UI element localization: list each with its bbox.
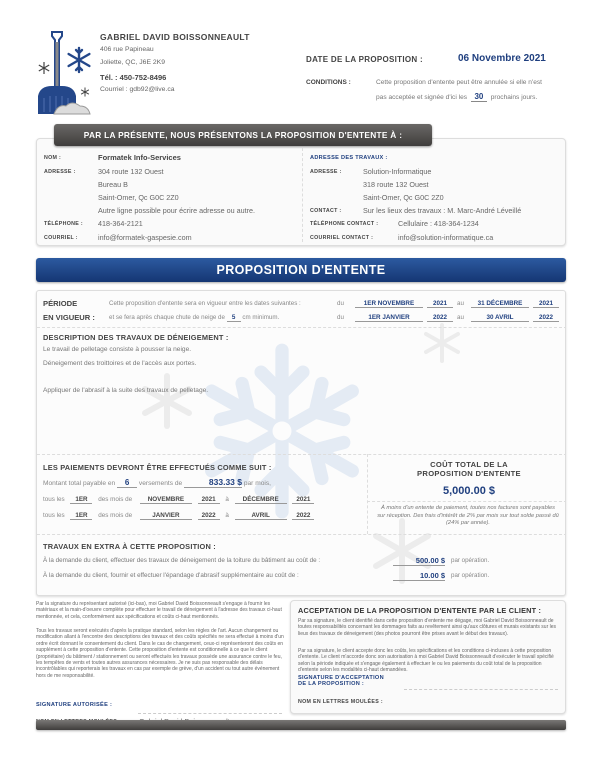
acceptance-printed-name-label: NOM EN LETTRES MOULÉES :: [298, 699, 383, 705]
extra-item-price[interactable]: 500.00 $: [393, 556, 445, 566]
worksite-email[interactable]: info@solution-informatique.ca: [398, 233, 494, 242]
acceptance-signature-label-line1: SIGNATURE D'ACCEPTATION: [298, 675, 384, 681]
company-address-line2: Joliette, QC, J6E 2K9: [100, 59, 165, 66]
snow-shovel-logo-icon: [34, 30, 104, 120]
company-name: GABRIEL DAVID BOISSONNEAULT: [100, 32, 250, 42]
client-name[interactable]: Formatek Info-Services: [98, 153, 181, 162]
conditions-text-post: prochains jours.: [490, 94, 538, 101]
au-label: au: [457, 314, 464, 321]
extra-item-unit: par opération.: [451, 572, 490, 579]
payments-text-mid: versements de: [138, 480, 183, 487]
date-label: DATE DE LA PROPOSITION :: [306, 55, 423, 64]
divider: [37, 534, 566, 535]
period-to-date[interactable]: 30 AVRIL: [471, 314, 529, 322]
worksite-contact-label: CONTACT :: [310, 208, 342, 214]
acceptance-title: ACCEPTATION DE LA PROPOSITION D'ENTENTE PAR LE CLIENT :: [298, 606, 542, 615]
total-cost-note: À moins d'un entente de paiement, toutes nos factures sont payables sur réception. Des frais d'intérêt de 2% par mois sur tout solde passé dû (24% par année).: [377, 505, 559, 526]
client-address-line[interactable]: Bureau B: [98, 180, 128, 189]
a-label: à: [225, 512, 229, 519]
snow-text-post: cm minimum.: [242, 314, 280, 321]
period-from-date[interactable]: 1ER NOVEMBRE: [355, 300, 423, 308]
snow-cm-field[interactable]: 5: [227, 314, 241, 322]
extra-item-text: À la demande du client, fournir et effectuer l'épandage d'abrasif supplémentaire au coût de :: [43, 572, 299, 579]
payment-to-year[interactable]: 2021: [292, 496, 314, 504]
description-title: DESCRIPTION DES TRAVAUX DE DÉNEIGEMENT :: [43, 333, 229, 342]
period-from-year[interactable]: 2021: [427, 300, 453, 308]
client-address-label: ADRESSE :: [44, 169, 76, 175]
legal-paragraph-2: Tous les travaux seront exécutés d'après la pratique standard, selon les règles de l'art. Aucun changement ou modification allant à l'encontre des descriptions des travaux et des coûts spécifiés ne sera effectué à moins d'un ordre écrit donnant le consentement du client. Dans le cas de changement, ceux-ci représenteront des coûts en supplément à cette proposition d'entente. Cette proposition d'entente est conditionnelle à ce que le client (propriétaire) du bâtiment / stationnement ou seront effectués les travaux possède une assurance contre le feu, les tempêtes de vents et toutes autres assurances nécessaires. Je ne suis pas responsable des délais incontrôlables qui reporterais les travaux en cas par exemple de grève, d'un accident ou tout autre événement hors de me responsabilité.: [36, 628, 284, 679]
company-phone: Tél. : 450-752-8496: [100, 73, 167, 82]
client-address-line[interactable]: Autre ligne possible pour écrire adresse ou autre.: [98, 206, 256, 215]
worksite-phone-label: TÉLÉPHONE CONTACT :: [310, 221, 379, 227]
extra-item-text: À la demande du client, effectuer des travaux de déneigement de la toiture du bâtiment au coût de :: [43, 557, 321, 564]
divider: [37, 454, 566, 455]
extras-title: TRAVAUX EN EXTRA À CETTE PROPOSITION :: [43, 542, 216, 551]
a-label: à: [225, 496, 229, 503]
client-phone-label: TÉLÉPHONE :: [44, 221, 83, 227]
period-from-date[interactable]: 1ER JANVIER: [355, 314, 423, 322]
acceptance-signature-line[interactable]: [404, 689, 558, 690]
payment-to-year[interactable]: 2022: [292, 512, 314, 520]
total-cost-title-line2: PROPOSITION D'ENTENTE: [417, 469, 521, 478]
snow-condition-text: [109, 314, 279, 322]
worksite-phone[interactable]: Cellulaire : 418-364-1234: [398, 219, 479, 228]
client-email[interactable]: info@formatek-gaspesie.com: [98, 233, 192, 242]
client-name-label: NOM :: [44, 155, 62, 161]
client-divider: [302, 148, 303, 242]
periode-text: Cette proposition d'entente sera en vigueur entre les dates suivantes :: [109, 300, 301, 307]
description-line[interactable]: Appliquer de l'abrasif à la suite des travaux de pelletage.: [43, 387, 209, 394]
worksite-address-line[interactable]: 318 route 132 Ouest: [363, 180, 429, 189]
periode-label: PÉRIODE: [43, 299, 78, 308]
worksite-contact[interactable]: Sur les lieux des travaux : M. Marc-André Léveillé: [363, 206, 522, 215]
payment-from-month[interactable]: NOVEMBRE: [140, 496, 192, 504]
extra-item-price[interactable]: 10.00 $: [393, 571, 445, 581]
payment-day-field[interactable]: 1ER: [70, 496, 92, 504]
tous-les-label: tous les: [43, 496, 65, 503]
installments-field[interactable]: 6: [117, 478, 137, 488]
payments-text-post: par mois,: [243, 480, 271, 487]
conditions-days-field[interactable]: 30: [471, 92, 487, 102]
acceptance-signature-label: [298, 675, 384, 687]
tous-les-label: tous les: [43, 512, 65, 519]
worksite-title: ADRESSE DES TRAVAUX :: [310, 155, 388, 161]
client-address-line[interactable]: 304 route 132 Ouest: [98, 167, 164, 176]
conditions-text-line2: [376, 92, 537, 102]
payment-to-month[interactable]: AVRIL: [235, 512, 287, 520]
client-banner: PAR LA PRÉSENTE, NOUS PRÉSENTONS LA PROPOSITION D'ENTENTE À :: [54, 124, 432, 146]
payments-title: LES PAIEMENTS DEVRONT ÊTRE EFFECTUÉS COMME SUIT :: [43, 463, 272, 472]
au-label: au: [457, 300, 464, 307]
company-email: Courriel : gdb92@live.ca: [100, 86, 175, 93]
payment-to-month[interactable]: DÉCEMBRE: [235, 496, 287, 504]
divider: [367, 501, 566, 502]
payment-from-year[interactable]: 2022: [198, 512, 220, 520]
conditions-text-line1: Cette proposition d'entente peut être annulée si elle n'est: [376, 79, 543, 86]
period-to-year[interactable]: 2021: [533, 300, 559, 308]
snow-text-pre: et se fera après chaque chute de neige de: [109, 314, 225, 321]
authorized-signature-line[interactable]: [138, 713, 282, 714]
conditions-label: CONDITIONS :: [306, 79, 351, 86]
extra-item-unit: par opération.: [451, 557, 490, 564]
client-phone[interactable]: 418-364-2121: [98, 219, 143, 228]
description-line[interactable]: Le travail de pelletage consiste à pousser la neige.: [43, 346, 192, 353]
monthly-amount-field[interactable]: 833.33 $: [184, 477, 242, 488]
period-to-year[interactable]: 2022: [533, 314, 559, 322]
period-to-date[interactable]: 31 DÉCEMBRE: [471, 300, 529, 308]
legal-paragraph-1: Par la signature du représentant autorisé (ici-bas), moi Gabriel David Boissonneault s'engage à fournir les matériaux et la main-d'oeuvre complète pour effectuer le travail de déneigement à l'adresse des travaux ci-haut mentionnée, et cela, conformément aux spécifications et coûts ci-haut mentionnés.: [36, 601, 282, 620]
payment-from-year[interactable]: 2021: [198, 496, 220, 504]
client-email-label: COURRIEL :: [44, 235, 78, 241]
des-mois-label: des mois de: [98, 512, 133, 519]
payment-schedule-row: [43, 512, 314, 520]
payments-amount-row: [43, 477, 271, 488]
description-line[interactable]: Déneigement des troittoires et de l'accès aux portes.: [43, 360, 197, 367]
client-address-line[interactable]: Saint-Omer, Qc G0C 2Z0: [98, 193, 179, 202]
en-vigueur-label: EN VIGUEUR :: [43, 313, 95, 322]
divider: [37, 327, 566, 328]
total-cost-value[interactable]: 5,000.00 $: [443, 485, 495, 497]
company-address-line1: 406 rue Papineau: [100, 46, 154, 53]
snowflake-watermark-icon: [137, 371, 197, 431]
du-label: du: [337, 314, 344, 321]
period-from-year[interactable]: 2022: [427, 314, 453, 322]
total-cost-title-line1: COÛT TOTAL DE LA: [430, 460, 508, 469]
acceptance-paragraph-2: Par sa signature, le client accepte donc les coûts, les spécifications et les conditions ci-incluses à cette proposition d'entente. Le client m'accorde donc son autorisation à moi Gabriel David Boissonneault d'exécuter le travail spécifié selon la période indiquée et s'engage également à effectuer le ou les paiements du coût total de la proposition d'entente selon les modalités ci-haut demandées.: [298, 648, 554, 674]
main-title: PROPOSITION D'ENTENTE: [36, 258, 566, 282]
total-cost-title: [371, 460, 566, 478]
des-mois-label: des mois de: [98, 496, 133, 503]
main-box: [36, 290, 566, 596]
acceptance-paragraph-1: Par sa signature, le client identifié dans cette proposition d'entente me dégage, moi Gabriel David Boissonneault de toutes responsabilités concernant les dommages faits au revêtement ainsi qu'aux clôtures et murais existants sur les lieux des travaux de déneigement (des photos pourront être prises avant le début des travaux).: [298, 618, 557, 637]
conditions-text-pre: pas acceptée et signée d'ici les: [376, 94, 468, 101]
date-value[interactable]: 06 Novembre 2021: [458, 53, 546, 64]
footer-bar: [36, 720, 566, 730]
payments-text-pre: Montant total payable en: [43, 480, 116, 487]
acceptance-signature-label-line2: DE LA PROPOSITION :: [298, 681, 365, 687]
authorized-signature-label: SIGNATURE AUTORISÉE :: [36, 702, 113, 708]
payment-day-field[interactable]: 1ER: [70, 512, 92, 520]
payment-from-month[interactable]: JANVIER: [140, 512, 192, 520]
worksite-email-label: COURRIEL CONTACT :: [310, 235, 374, 241]
worksite-address-line[interactable]: Solution-Informatique: [363, 167, 432, 176]
vertical-divider: [367, 454, 368, 534]
worksite-address-line[interactable]: Saint-Omer, Qc G0C 2Z0: [363, 193, 444, 202]
du-label: du: [337, 300, 344, 307]
payment-schedule-row: [43, 496, 314, 504]
worksite-address-label: ADRESSE :: [310, 169, 342, 175]
